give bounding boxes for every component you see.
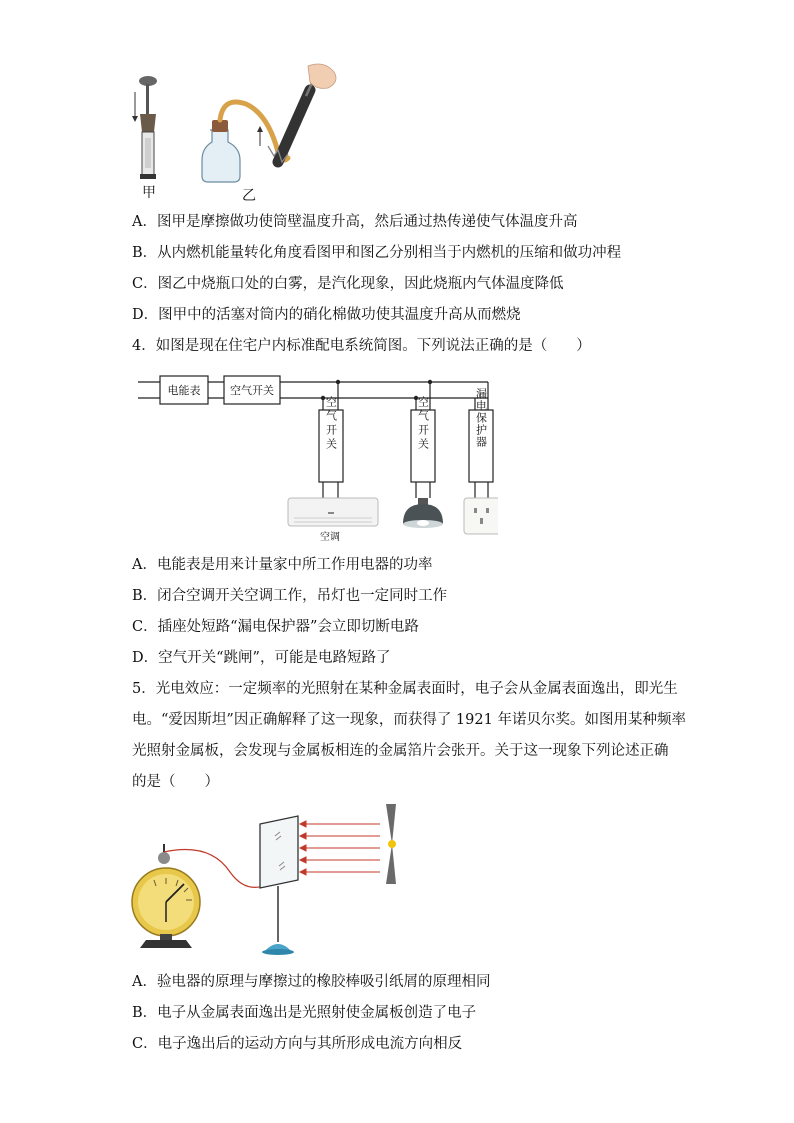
label-yi: 乙 xyxy=(242,188,256,204)
q3-option-b: B．从内燃机能量转化角度看图甲和图乙分别相当于内燃机的压缩和做功冲程 xyxy=(132,245,622,261)
label-jia: 甲 xyxy=(142,185,156,201)
q5-stem-line-2: 电。“爱因斯坦”因正确解释了这一现象，而获得了 1921 年诺贝尔奖。如图用某种频率 xyxy=(132,712,686,728)
q3-option-c: C．图乙中烧瓶口处的白雾，是汽化现象，因此烧瓶内气体温度降低 xyxy=(132,276,564,292)
q5-option-c: C．电子逸出后的运动方向与其所形成电流方向相反 xyxy=(132,1036,463,1052)
branch2-label: 空气开关 xyxy=(416,396,430,452)
q5-stem-line-3: 光照射金属板，会发现与金属板相连的金属箔片会张开。关于这一现象下列论述正确 xyxy=(132,743,669,759)
figure-jia-yi xyxy=(128,62,348,204)
figure-distribution-system xyxy=(138,372,498,544)
meter-label: 电能表 xyxy=(167,384,201,397)
q5-stem-line-4: 的是（ ） xyxy=(132,774,219,790)
ac-label: 空调 xyxy=(320,532,340,543)
main-switch-label: 空气开关 xyxy=(230,384,274,397)
branch1-label: 空气开关 xyxy=(324,396,338,452)
q5-stem-line-1: 5．光电效应：一定频率的光照射在某种金属表面时，电子会从金属表面逸出，即光生 xyxy=(132,681,678,697)
fire-syringe-illustration xyxy=(132,76,157,179)
metal-plate-illustration xyxy=(260,816,298,955)
q5-option-b: B．电子从金属表面逸出是光照射使金属板创造了电子 xyxy=(132,1005,477,1021)
pendant-lamp-icon xyxy=(403,498,443,528)
q3-option-a: A．图甲是摩擦做功使筒壁温度升高，然后通过热传递使气体温度升高 xyxy=(132,214,578,230)
air-conditioner-icon xyxy=(288,498,378,526)
light-source-icon xyxy=(386,804,396,884)
electroscope-illustration xyxy=(132,844,200,948)
q4-option-b: B．闭合空调开关空调工作，吊灯也一定同时工作 xyxy=(132,588,448,604)
q4-option-d: D．空气开关“跳闸”，可能是电路短路了 xyxy=(132,650,391,666)
q5-option-a: A．验电器的原理与摩擦过的橡胶棒吸引纸屑的原理相同 xyxy=(132,974,491,990)
branch3-label: 漏电保护器 xyxy=(474,388,488,448)
wall-socket-icon xyxy=(464,498,498,534)
figure-photoelectric xyxy=(130,802,410,960)
light-rays xyxy=(300,821,380,875)
q3-option-d: D．图甲中的活塞对筒内的硝化棉做功使其温度升高从而燃烧 xyxy=(132,307,521,323)
q4-option-a: A．电能表是用来计量家中所工作用电器的功率 xyxy=(132,557,433,573)
q4-stem: 4．如图是现在住宅户内标准配电系统简图。下列说法正确的是（ ） xyxy=(132,338,591,354)
q4-option-c: C．插座处短路“漏电保护器”会立即切断电路 xyxy=(132,619,419,635)
flask-pump-illustration xyxy=(202,64,336,182)
